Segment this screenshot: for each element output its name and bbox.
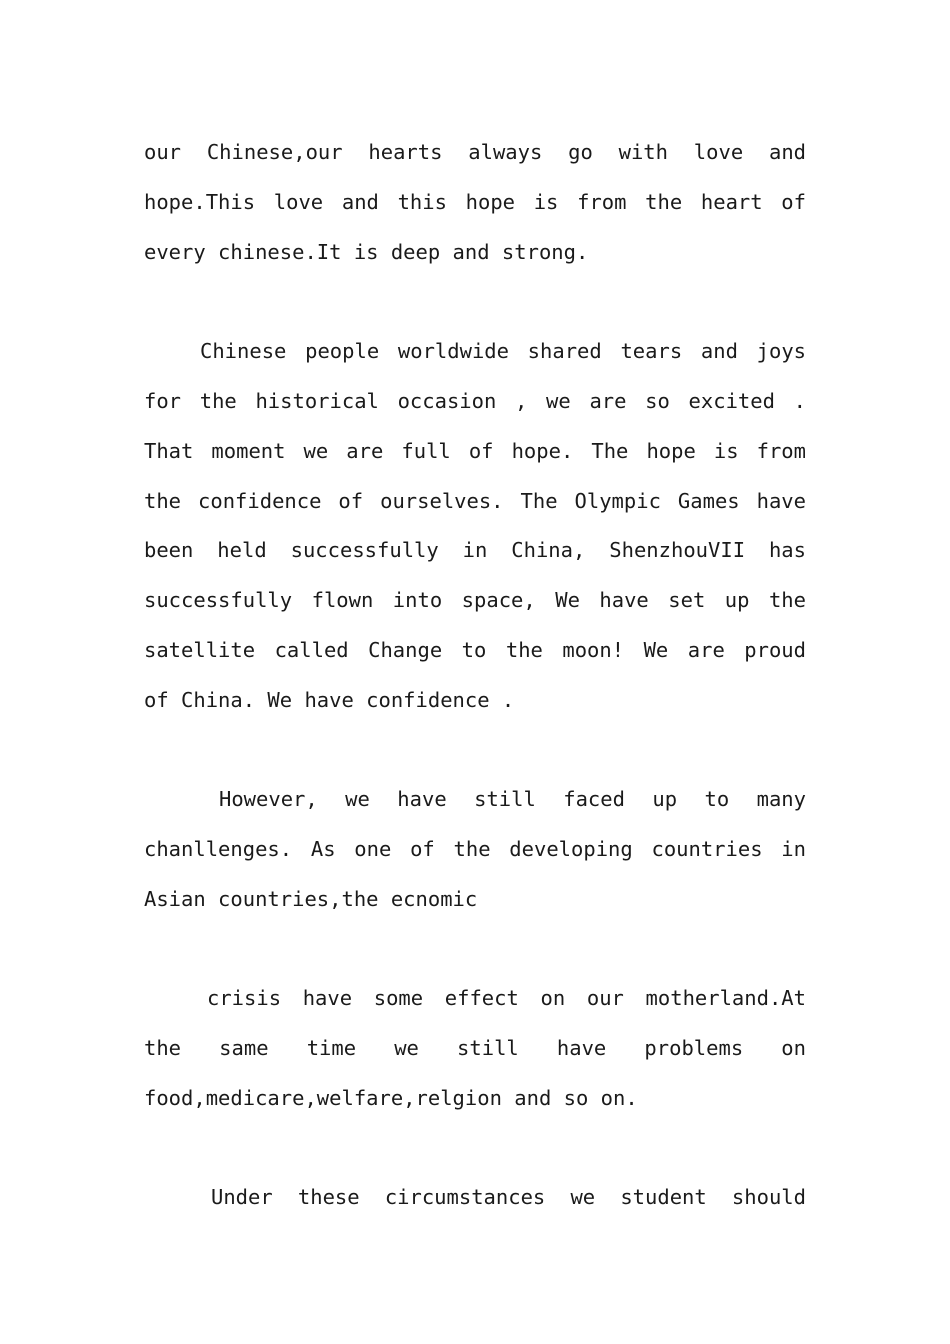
paragraph-4-line-1: crisis have some effect on our motherland.At	[207, 986, 806, 1010]
paragraph-2-line-1: Chinese people worldwide shared tears and joys	[200, 339, 806, 363]
paragraph-4-line-3: food,medicare,welfare,relgion and so on.	[144, 1086, 638, 1110]
paragraph-3-line-1: However, we have still faced up to many	[219, 787, 806, 811]
paragraph-2-line-4: the confidence of ourselves. The Olympic Games have	[144, 489, 806, 513]
paragraph-2-line-2: for the historical occasion , we are so excited .	[144, 389, 806, 413]
paragraph-2-line-5: been held successfully in China, ShenzhouVII has	[144, 538, 806, 562]
paragraph-1-line-2: hope.This love and this hope is from the heart of	[144, 190, 806, 214]
paragraph-3-line-3: Asian countries,the ecnomic	[144, 887, 478, 911]
paragraph-1-line-3: every chinese.It is deep and strong.	[144, 240, 589, 264]
paragraph-2-line-8: of China. We have confidence .	[144, 688, 515, 712]
paragraph-2-line-6: successfully flown into space, We have set up the	[144, 588, 806, 612]
paragraph-4-line-2: the same time we still have problems on	[144, 1036, 806, 1060]
paragraph-1-line-1: our Chinese,our hearts always go with love and	[144, 140, 806, 164]
paragraph-2-line-7: satellite called Change to the moon! We are proud	[144, 638, 806, 662]
paragraph-3-line-2: chanllenges. As one of the developing countries in	[144, 837, 806, 861]
paragraph-5-line-1: Under these circumstances we student should	[211, 1185, 806, 1209]
paragraph-2-line-3: That moment we are full of hope. The hope is from	[144, 439, 806, 463]
